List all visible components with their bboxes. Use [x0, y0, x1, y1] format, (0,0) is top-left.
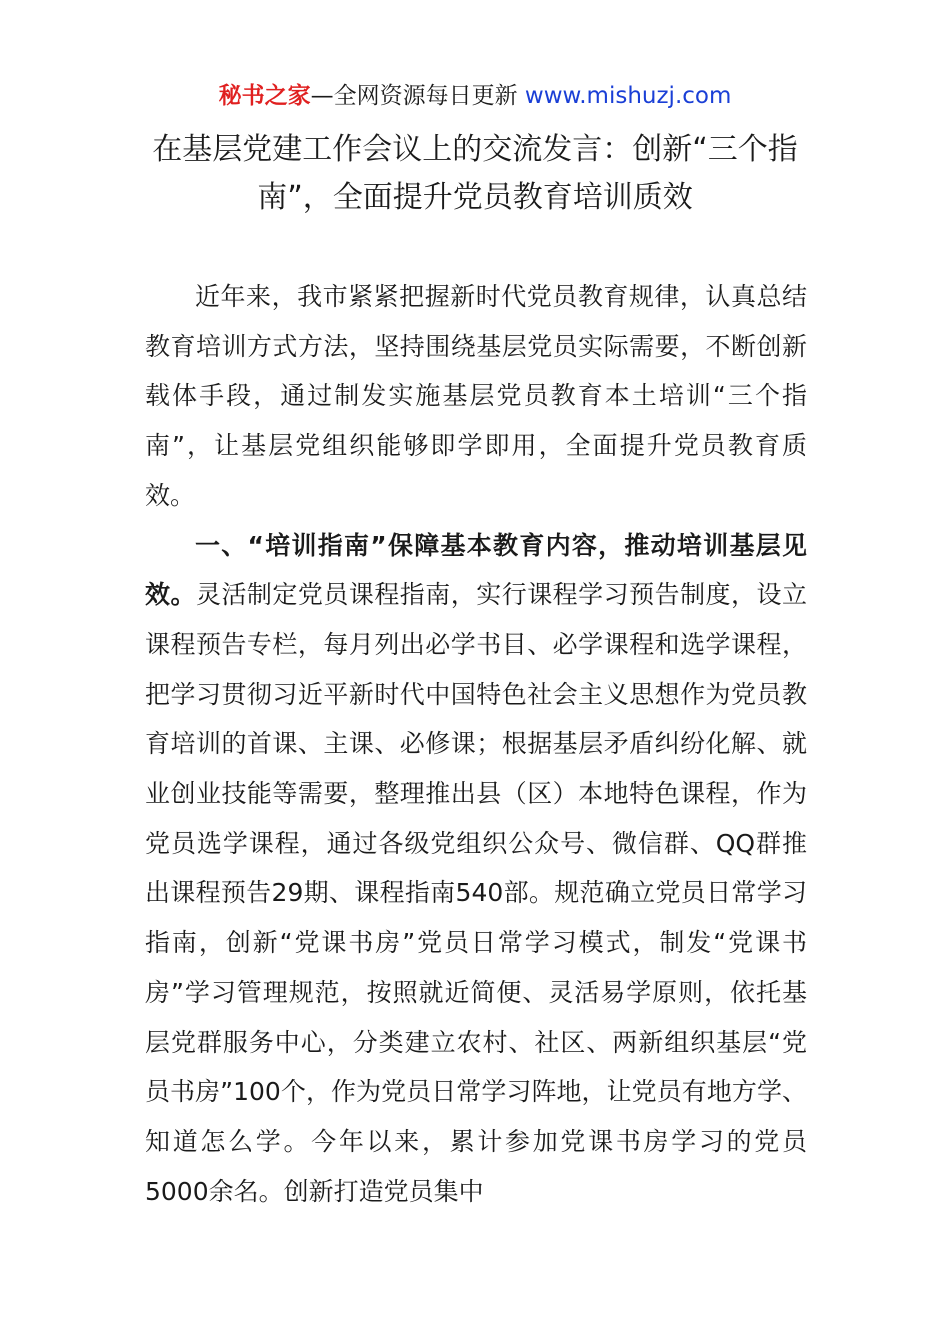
section-1-heading: 一、“培训指南”保障基本教育内容，推动培训基层见效。: [145, 530, 807, 610]
section-1-paragraph: [145, 521, 807, 1217]
site-name: 秘书之家: [218, 83, 311, 109]
section-1-body: 灵活制定党员课程指南，实行课程学习预告制度，设立课程预告专栏，每月列出必学书目、必学课程和选学课程，把学习贯彻习近平新时代中国特色社会主义思想作为党员教育培训的首课、主课、必修课；根据基层矛盾纠纷化解、就业创业技能等需要，整理推出县（区）本地特色课程，作为党员选学课程，通过各级党组织公众号、微信群、QQ群推出课程预告29期、课程指南540部。规范确立党员日常学习指南，创新“党课书房”党员日常学习模式，制发“党课书房”学习管理规范，按照就近简便、灵活易学原则，依托基层党群服务中心，分类建立农村、社区、两新组织基层“党员书房”100个，作为党员日常学习阵地，让党员有地方学、知道怎么学。今年以来，累计参加党课书房学习的党员5000余名。创新打造党员集中: [145, 580, 807, 1206]
document-body: [145, 272, 807, 1216]
site-tagline: —全网资源每日更新: [310, 83, 525, 109]
intro-paragraph: 近年来，我市紧紧把握新时代党员教育规律，认真总结教育培训方式方法，坚持围绕基层党员实际需要，不断创新载体手段，通过制发实施基层党员教育本土培训“三个指南”，让基层党组织能够即学即用，全面提升党员教育质效。: [145, 282, 807, 510]
document-title: 在基层党建工作会议上的交流发言：创新“三个指南”，全面提升党员教育培训质效: [152, 132, 798, 215]
site-header: [0, 80, 950, 112]
site-url-link[interactable]: www.mishuzj.com: [524, 83, 732, 109]
